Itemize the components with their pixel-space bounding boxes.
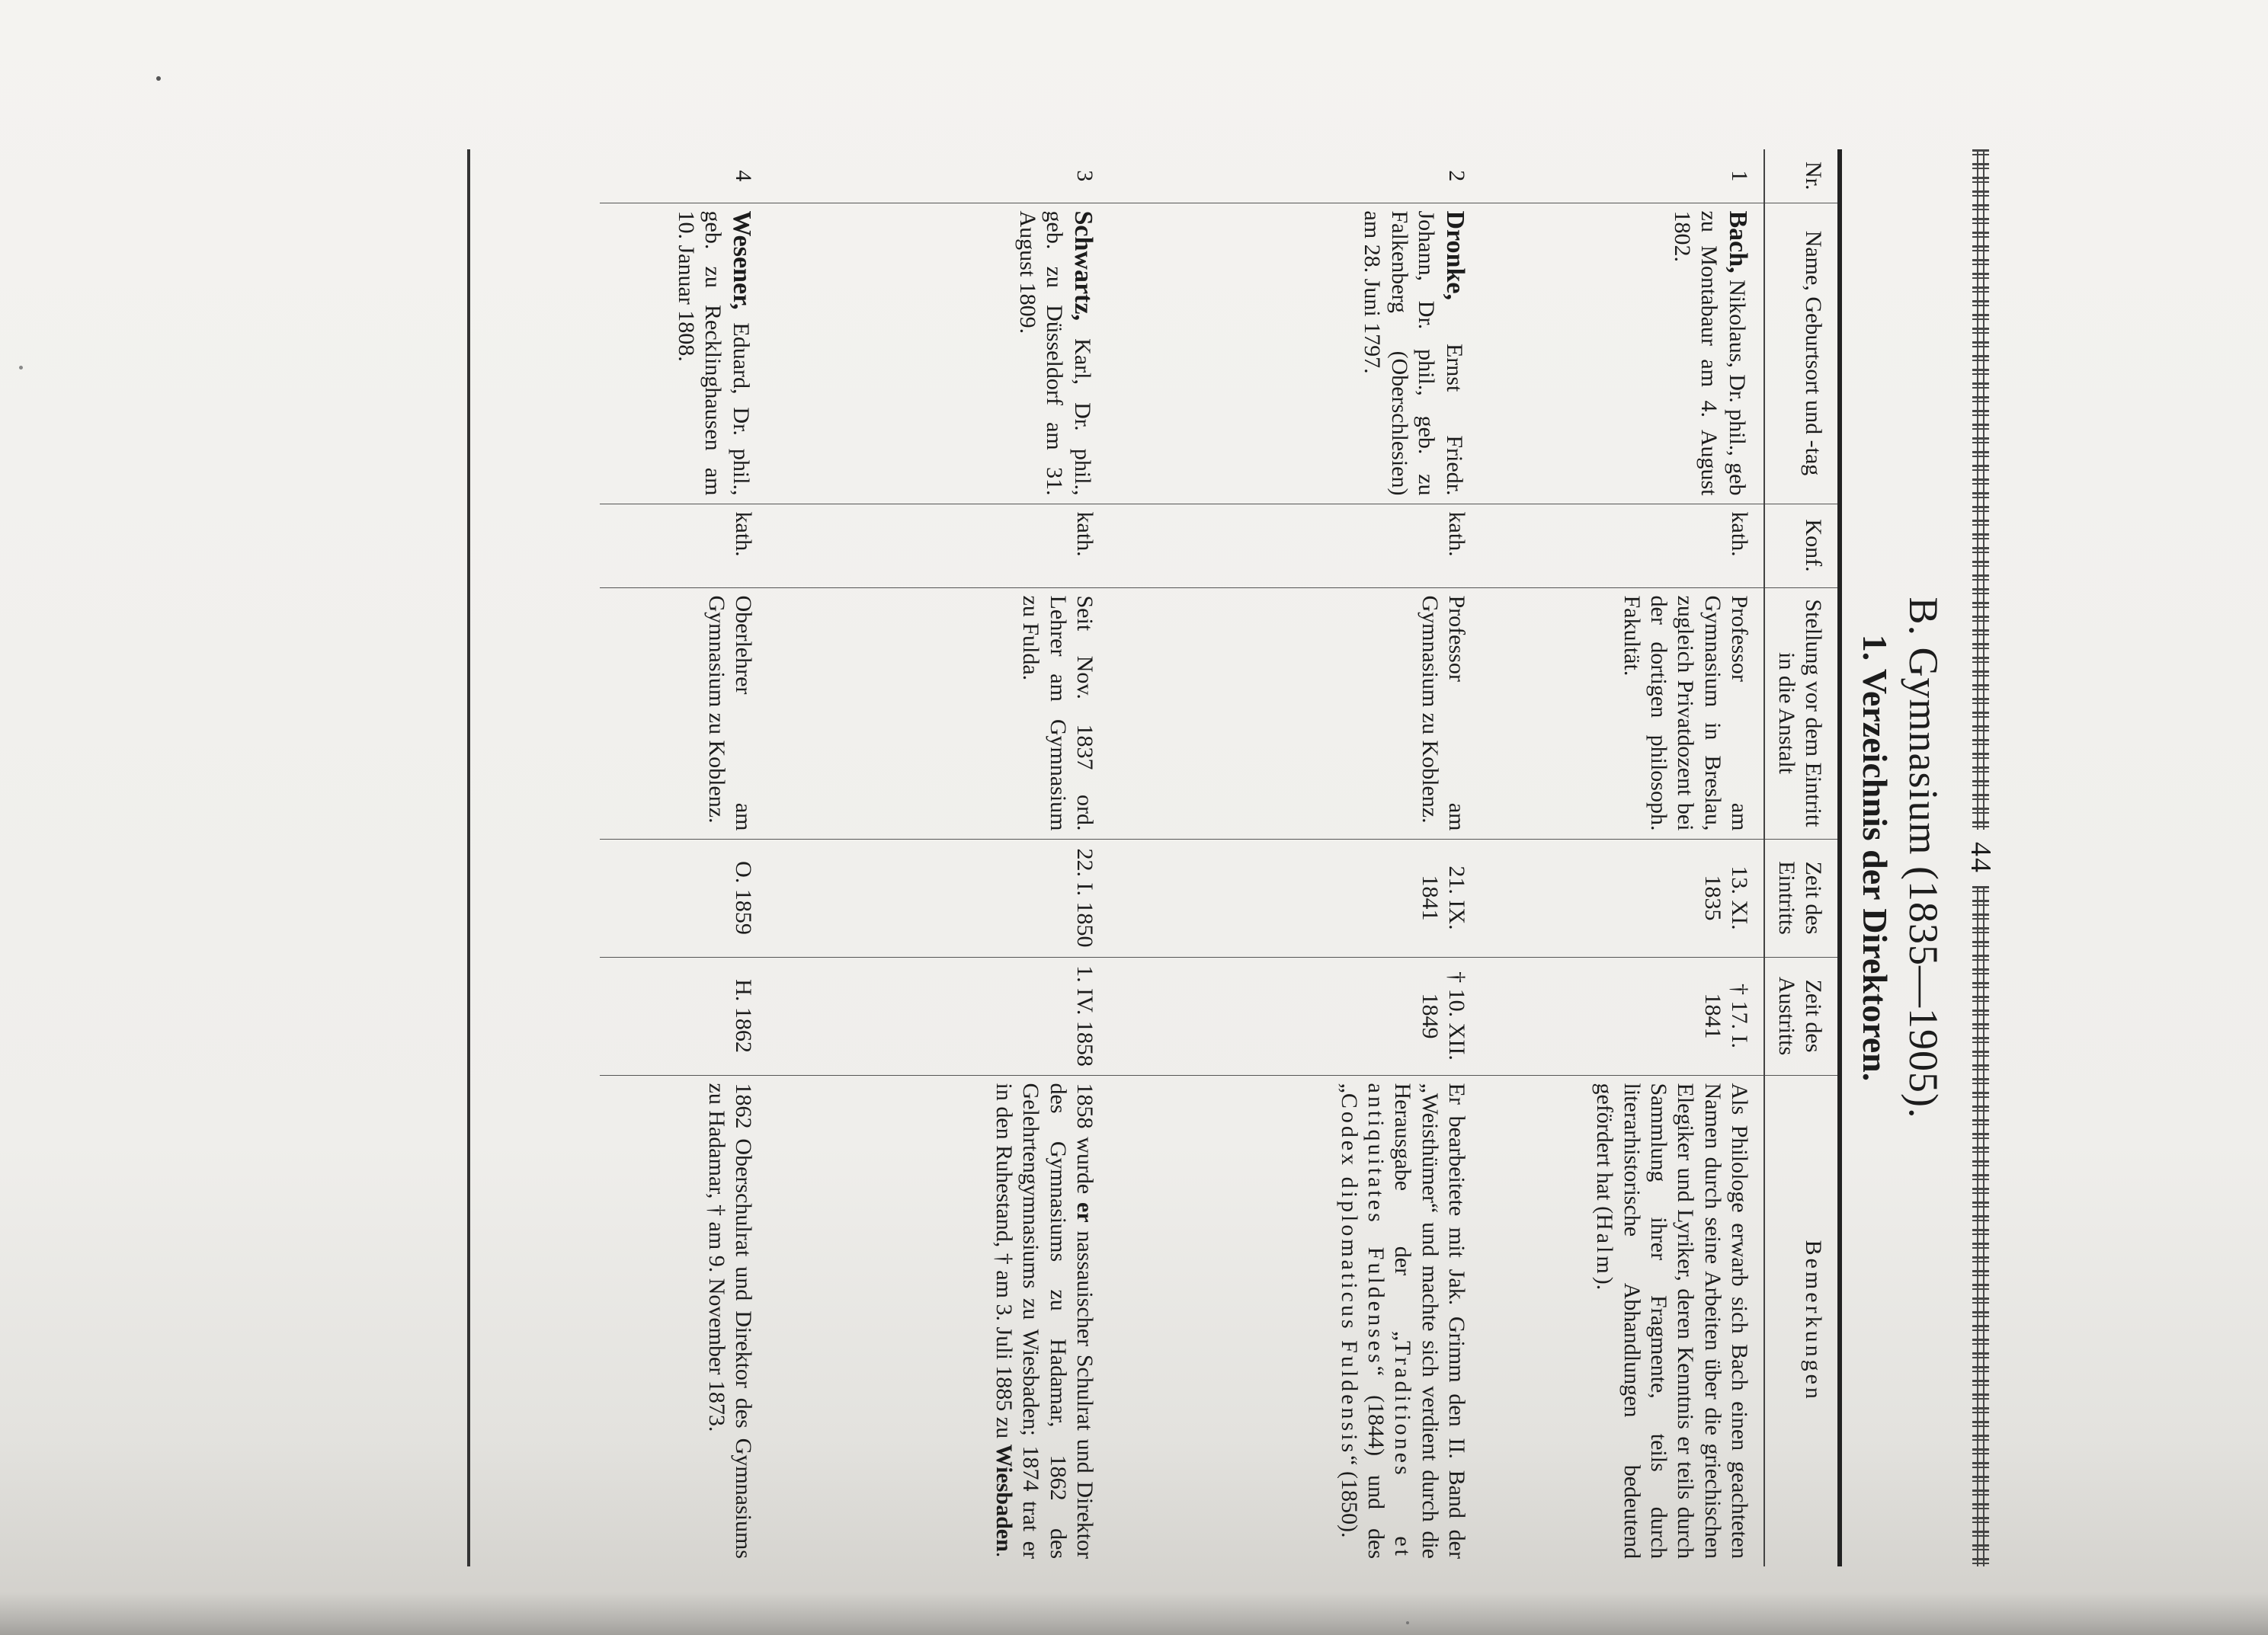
rotated-document-page <box>242 149 1997 1566</box>
remark-text: “ (1850). <box>1336 1455 1362 1538</box>
row-name-details: Karl, Dr. phil., geb. zu Düsseldorf am 31. August 1809. <box>1014 210 1096 496</box>
row-austritt: H. 1862 <box>600 957 767 1075</box>
dust-speck <box>19 366 23 370</box>
page-number: 44 <box>1965 842 1997 874</box>
row-stellung: Oberlehrer am Gymnasium zu Koblenz. <box>600 587 767 839</box>
directors-table <box>600 149 1837 1566</box>
remark-bold-text: er <box>1072 1202 1098 1223</box>
row-name-details: Eduard, Dr. phil., geb. zu Recklinghausen am 10. Januar 1808. <box>673 210 754 496</box>
row-nr: 3 <box>1072 170 1098 182</box>
row-name <box>1109 203 1481 504</box>
table-row <box>1109 149 1481 1566</box>
table-header-row <box>1764 149 1837 1566</box>
page-edge-shadow <box>0 1592 2268 1635</box>
ornament-band-right <box>1972 886 1989 1566</box>
dust-speck <box>1406 1621 1409 1624</box>
ornament-band-left <box>1972 149 1989 830</box>
row-konf: kath. <box>1109 504 1481 587</box>
row-surname: Schwartz, <box>1069 210 1098 321</box>
header-konf: Konf. <box>1764 504 1837 587</box>
row-bemerkungen <box>600 1075 767 1566</box>
row-eintritt: 13. XI. 1835 <box>1481 839 1764 957</box>
sub-title: 1. Verzeichnis der Direktoren. <box>1856 634 1895 1082</box>
row-eintritt: 21. IX. 1841 <box>1109 839 1481 957</box>
main-title: B. Gymnasium (1835—1905). <box>1901 597 1946 1119</box>
row-surname: Bach, <box>1724 210 1753 274</box>
row-austritt: 1. IV. 1858 <box>767 957 1109 1075</box>
row-austritt: † 17. I. 1841 <box>1481 957 1764 1075</box>
table-row <box>1481 149 1764 1566</box>
remark-spaced-text: Traditiones et antiquitates Fuldenses <box>1363 1083 1416 1559</box>
row-name-details: Ernst Friedr. Johann, Dr. phil., geb. zu Falkenberg (Oberschlesien) am 28. Juni 1797. <box>1360 210 1468 496</box>
row-stellung: Professor am Gymnasium in Breslau, zugleich Privatdozent bei der dortigen philosoph. Fakultät. <box>1481 587 1764 839</box>
table-row <box>767 149 1109 1566</box>
row-nr: 1 <box>1727 170 1753 182</box>
header-ornament <box>1965 149 1997 1566</box>
row-stellung: Seit Nov. 1837 ord. Lehrer am Gymnasium zu Fulda. <box>767 587 1109 839</box>
remark-text: 1858 wurde <box>1072 1083 1098 1203</box>
row-austritt: † 10. XII. 1849 <box>1109 957 1481 1075</box>
table-body <box>600 149 1764 1566</box>
header-eintritt: Zeit des Eintritts <box>1764 839 1837 957</box>
row-konf: kath. <box>1481 504 1764 587</box>
table-top-rule <box>1837 149 1842 1566</box>
row-nr: 4 <box>731 170 757 182</box>
row-surname: Dronke, <box>1441 210 1470 300</box>
row-name-details: Nikolaus, Dr. phil., geb zu Montabaur am 4. August 1802. <box>1669 210 1751 496</box>
remark-spaced-text: Codex diplomaticus Fuldensis <box>1336 1093 1362 1456</box>
row-eintritt: 22. I. 1850 <box>767 839 1109 957</box>
header-name: Name, Geburtsort und -tag <box>1764 203 1837 504</box>
row-name <box>1481 203 1764 504</box>
remark-text: 1862 Oberschulrat und Direktor des Gymnasiums zu Hadamar, † am 9. November 1873. <box>703 1083 757 1559</box>
row-nr: 2 <box>1444 170 1470 182</box>
row-konf: kath. <box>600 504 767 587</box>
table-row <box>600 149 767 1566</box>
remark-text: “ (1844) und des „ <box>1336 1083 1389 1559</box>
row-name <box>767 203 1109 504</box>
row-stellung: Professor am Gymnasium zu Koblenz. <box>1109 587 1481 839</box>
remark-text: . <box>991 1551 1017 1558</box>
remark-text: Er bearbeitete mit Jak. Grimm den II. Band der „Weisthümer“ und machte sich verdient durch die Herausgabe der „ <box>1390 1083 1470 1559</box>
header-stellung: Stellung vor dem Eintritt in die Anstalt <box>1764 587 1837 839</box>
header-austritt: Zeit des Austritts <box>1764 957 1837 1075</box>
table-bottom-rule <box>467 149 470 1566</box>
row-bemerkungen <box>1481 1075 1764 1566</box>
remark-text: ). <box>1592 1276 1618 1291</box>
remark-bold-text: Wiesbaden <box>991 1444 1017 1552</box>
row-bemerkungen <box>1109 1075 1481 1566</box>
row-konf: kath. <box>767 504 1109 587</box>
header-nr: Nr. <box>1764 149 1837 203</box>
row-name <box>600 203 767 504</box>
row-eintritt: O. 1859 <box>600 839 767 957</box>
remark-spaced-text: Halm <box>1592 1214 1618 1277</box>
row-surname: Wesener, <box>728 210 757 310</box>
row-bemerkungen <box>767 1075 1109 1566</box>
remark-text: Als Philologe erwarb sich Bach einen geachteten Namen durch seine Arbeiten über die griechischen Elegiker und Lyriker, deren Kenntnis er teils durch Sammlung ihrer Fragmente, teils durch literarhistorische Abhandlungen bedeutend gefördert hat ( <box>1592 1083 1753 1559</box>
dust-speck <box>156 76 161 81</box>
remark-text: nassauischer Schulrat und Direktor des Gymnasiums zu Hadamar, 1862 des Gelehrtengymnasiums zu Wiesbaden; 1874 trat er in den Ruhestand, † am 3. Juli 1885 zu <box>991 1083 1098 1559</box>
header-bemerkungen: Bemerkungen <box>1764 1075 1837 1566</box>
